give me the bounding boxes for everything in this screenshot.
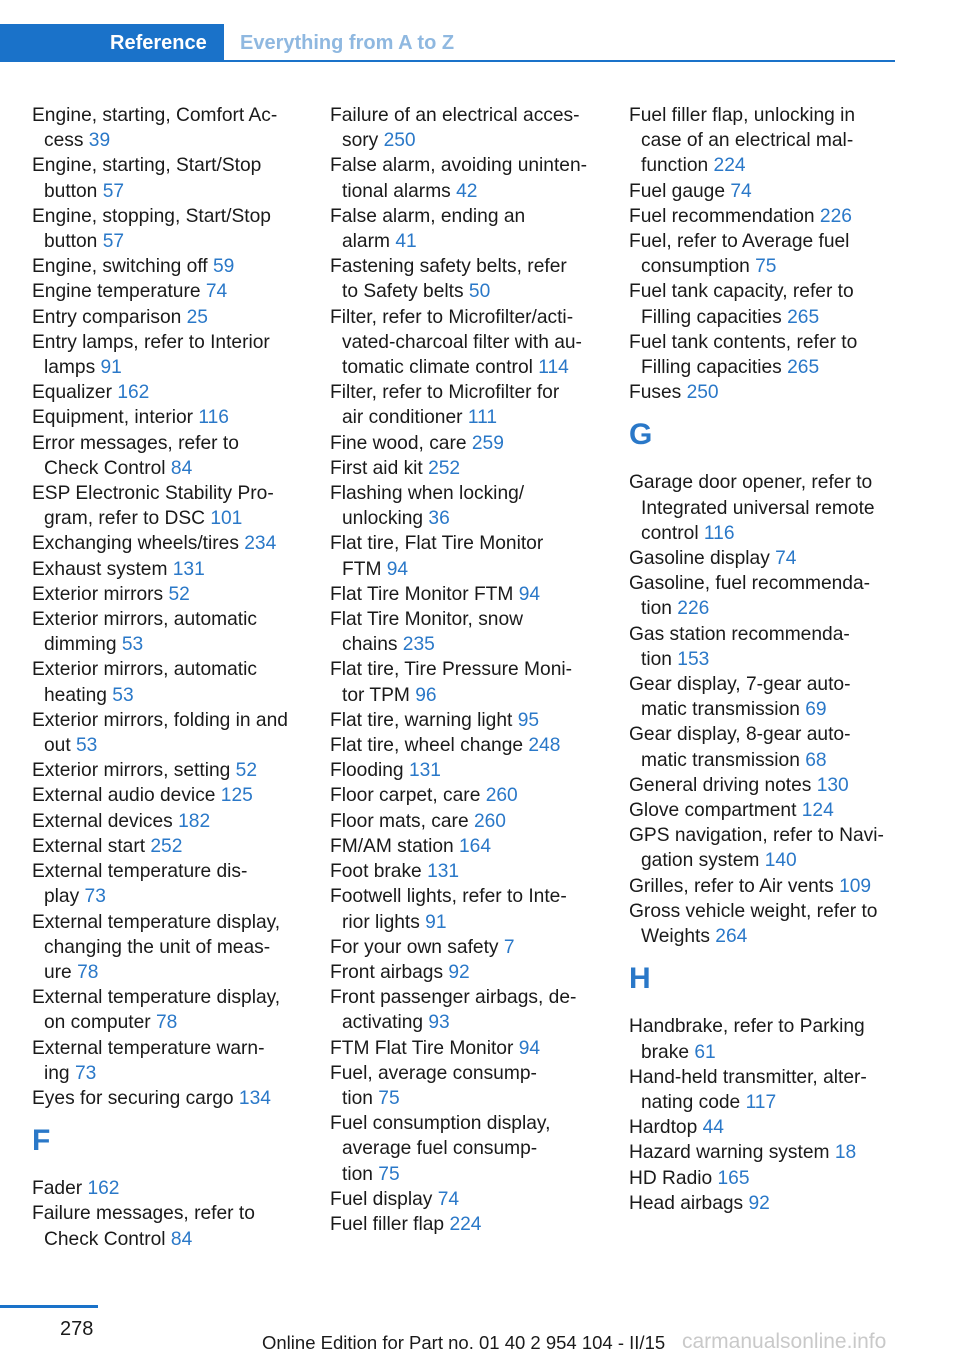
page-reference-link[interactable]: 94 xyxy=(518,583,541,605)
index-entry: First aid kit 252 xyxy=(330,457,461,479)
index-entry: Exterior mirrors 52 xyxy=(32,583,190,605)
page-reference-link[interactable]: 39 xyxy=(88,130,111,152)
index-entry: Floor carpet, care 260 xyxy=(330,785,518,807)
index-entry: Fuel tank contents, refer to Filling capacities 265 xyxy=(629,331,858,379)
index-entry: Flooding 131 xyxy=(330,760,441,782)
index-entry: Footwell lights, refer to Inte- rior lights 91 xyxy=(330,886,567,933)
index-entry: Fine wood, care 259 xyxy=(330,432,504,454)
index-entry: Fuel, refer to Average fuel consumption 75 xyxy=(629,231,850,278)
page-reference-link[interactable]: 96 xyxy=(415,684,437,706)
page-reference-link[interactable]: 91 xyxy=(425,911,447,933)
page-reference-link[interactable]: 125 xyxy=(220,785,253,807)
page-reference-link[interactable]: 94 xyxy=(386,558,409,580)
index-entry: External devices 182 xyxy=(32,810,211,832)
index-entry: Filter, refer to Microfilter/acti- vated-charcoal filter with au- tomatic climate control 114 xyxy=(330,306,582,379)
page-reference-link[interactable]: 182 xyxy=(178,810,211,832)
page-reference-link[interactable]: 68 xyxy=(805,749,827,771)
section-tab-label: Reference xyxy=(110,32,207,54)
index-entry: Fuel filler flap, unlocking in case of an electrical mal- function 224 xyxy=(629,105,856,177)
page-reference-link[interactable]: 75 xyxy=(755,256,777,278)
page-reference-link[interactable]: 18 xyxy=(834,1142,857,1164)
page-reference-link[interactable]: 153 xyxy=(677,648,710,670)
page-reference-link[interactable]: 259 xyxy=(471,432,504,454)
page-reference-link[interactable]: 53 xyxy=(112,684,134,706)
index-column-3 xyxy=(629,103,897,1216)
page-reference-link[interactable]: 74 xyxy=(205,281,228,303)
page-reference-link[interactable]: 116 xyxy=(198,407,229,429)
index-entry: Hazard warning system 18 xyxy=(629,1142,857,1164)
page-reference-link[interactable]: 111 xyxy=(467,407,498,429)
index-entry: Filter, refer to Microfilter for air conditioner 111 xyxy=(330,382,560,429)
index-entry: Exhaust system 131 xyxy=(32,558,205,580)
index-entry: Gear display, 8-gear auto- matic transmission 68 xyxy=(629,724,851,771)
index-entry: Gasoline, fuel recommenda- tion 226 xyxy=(629,573,871,620)
page-reference-link[interactable]: 41 xyxy=(395,231,417,253)
page-reference-link[interactable]: 42 xyxy=(456,180,478,202)
page-reference-link[interactable]: 25 xyxy=(186,306,208,328)
page-reference-link[interactable]: 73 xyxy=(84,886,106,908)
running-header xyxy=(0,24,895,62)
page-reference-link[interactable]: 140 xyxy=(764,850,797,872)
page-reference-link[interactable]: 95 xyxy=(517,709,540,731)
page-reference-link[interactable]: 78 xyxy=(156,1012,178,1034)
page-reference-link[interactable]: 224 xyxy=(449,1213,482,1235)
page-reference-link[interactable]: 224 xyxy=(713,155,746,177)
page-reference-link[interactable]: 101 xyxy=(210,508,243,530)
page-reference-link[interactable]: 36 xyxy=(428,508,450,530)
page-reference-link[interactable]: 116 xyxy=(703,522,735,544)
index-entry: Failure of an electrical acces- sory 250 xyxy=(330,105,580,152)
index-entry: Front airbags 92 xyxy=(330,961,470,983)
index-entry: Gas station recommenda- tion 153 xyxy=(629,623,850,670)
index-entry: Gear display, 7-gear auto- matic transmission 69 xyxy=(629,674,851,721)
page-reference-link[interactable]: 250 xyxy=(383,130,416,152)
index-entry: ESP Electronic Stability Pro- gram, refer to DSC 101 xyxy=(32,483,274,530)
index-entry: Flashing when locking/ unlocking 36 xyxy=(330,483,525,530)
index-entry: Flat tire, wheel change 248 xyxy=(330,735,561,757)
page-reference-link[interactable]: 260 xyxy=(473,810,506,832)
index-entry: Exterior mirrors, setting 52 xyxy=(32,760,257,782)
page-reference-link[interactable]: 248 xyxy=(528,735,561,757)
index-entry: Flat Tire Monitor FTM 94 xyxy=(330,583,541,605)
index-entry: Glove compartment 124 xyxy=(629,800,834,822)
index-entry: Flat tire, warning light 95 xyxy=(330,709,540,731)
page-reference-link[interactable]: 84 xyxy=(170,457,193,479)
page-reference-link[interactable]: 265 xyxy=(787,357,820,379)
page-reference-link[interactable]: 124 xyxy=(801,800,834,822)
page-reference-link[interactable]: 162 xyxy=(87,1178,120,1200)
page-number: 278 xyxy=(60,1318,94,1340)
index-entry: Entry lamps, refer to Interior lamps 91 xyxy=(32,331,270,379)
index-entry: Exterior mirrors, folding in and out 53 xyxy=(32,709,288,757)
index-entry: Flat tire, Flat Tire Monitor FTM 94 xyxy=(330,533,544,580)
index-entry: Fader 162 xyxy=(32,1178,120,1200)
index-letter-heading: H xyxy=(629,962,651,996)
page-reference-link[interactable]: 52 xyxy=(235,760,257,782)
page-reference-link[interactable]: 91 xyxy=(100,357,122,379)
index-entry: Engine, starting, Comfort Ac- cess 39 xyxy=(32,105,278,152)
page-reference-link[interactable]: 69 xyxy=(805,699,827,721)
page-reference-link[interactable]: 131 xyxy=(408,760,441,782)
index-entry: Fuel, average consump- tion 75 xyxy=(330,1062,537,1109)
watermark: carmanualsonline.info xyxy=(682,1330,887,1353)
index-entry: Engine temperature 74 xyxy=(32,281,228,303)
index-entry: Fastening safety belts, refer to Safety belts 50 xyxy=(330,256,567,303)
index-entry: For your own safety 7 xyxy=(330,936,515,958)
page-reference-link[interactable]: 252 xyxy=(150,835,183,857)
index-entry: External temperature display, on computer 78 xyxy=(32,987,281,1034)
index-entry: External start 252 xyxy=(32,835,183,857)
index-entry: FM/AM station 164 xyxy=(330,835,492,857)
index-entry: Exterior mirrors, automatic dimming 53 xyxy=(32,609,257,656)
index-letter-heading: G xyxy=(629,418,653,452)
page-reference-link[interactable]: 78 xyxy=(77,961,99,983)
index-entry: External temperature display, changing the unit of meas- ure 78 xyxy=(32,911,281,983)
page-reference-link[interactable]: 53 xyxy=(121,634,144,656)
page-reference-link[interactable]: 264 xyxy=(715,926,748,948)
page-reference-link[interactable]: 165 xyxy=(717,1167,750,1189)
header-rule xyxy=(224,60,895,62)
index-entry: Equalizer 162 xyxy=(32,382,150,404)
index-entry: Hardtop 44 xyxy=(629,1117,724,1139)
index-entry: Foot brake 131 xyxy=(330,861,460,883)
page-reference-link[interactable]: 44 xyxy=(702,1117,724,1139)
page-reference-link[interactable]: 75 xyxy=(378,1087,400,1109)
page-reference-link[interactable]: 59 xyxy=(212,256,235,278)
index-entry: Flat Tire Monitor, snow chains 235 xyxy=(330,609,524,656)
edition-note: Online Edition for Part no. 01 40 2 954 104 - II/15 xyxy=(262,1332,666,1353)
index-entry: Fuel tank capacity, refer to Filling capacities 265 xyxy=(629,281,854,328)
index-entry: Entry comparison 25 xyxy=(32,306,208,328)
index-entry: Handbrake, refer to Parking brake 61 xyxy=(629,1016,865,1063)
index-entry: Exterior mirrors, automatic heating 53 xyxy=(32,659,257,706)
page-reference-link[interactable]: 130 xyxy=(816,774,849,796)
page-reference-link[interactable]: 94 xyxy=(518,1037,541,1059)
index-column-2 xyxy=(330,103,605,1237)
index-entry: Gross vehicle weight, refer to Weights 264 xyxy=(629,900,878,948)
page-reference-link[interactable]: 250 xyxy=(686,382,719,404)
page-reference-link[interactable]: 74 xyxy=(730,180,752,202)
page-reference-link[interactable]: 260 xyxy=(485,785,518,807)
section-tab xyxy=(0,24,224,62)
page-reference-link[interactable]: 53 xyxy=(76,735,98,757)
index-entry: Engine, starting, Start/Stop button 57 xyxy=(32,155,262,202)
index-entry: Fuel consumption display, average fuel consump- tion 75 xyxy=(330,1113,551,1185)
page-reference-link[interactable]: 93 xyxy=(428,1012,450,1034)
index-entry: Fuel recommendation 226 xyxy=(629,205,852,227)
index-letter-heading: F xyxy=(32,1124,51,1158)
page-reference-link[interactable]: 92 xyxy=(748,1192,770,1214)
index-entry: Floor mats, care 260 xyxy=(330,810,506,832)
index-entry: General driving notes 130 xyxy=(629,774,849,796)
page-reference-link[interactable]: 131 xyxy=(427,861,460,883)
index-entry: Fuel filler flap 224 xyxy=(330,1213,482,1235)
subsection-title: Everything from A to Z xyxy=(240,32,455,54)
page-reference-link[interactable]: 109 xyxy=(839,875,872,897)
page-reference-link[interactable]: 226 xyxy=(819,205,852,227)
page-reference-link[interactable]: 226 xyxy=(677,598,710,620)
page-reference-link[interactable]: 84 xyxy=(170,1228,193,1250)
page-reference-link[interactable]: 52 xyxy=(168,583,190,605)
page-reference-link[interactable]: 252 xyxy=(428,457,461,479)
page-reference-link[interactable]: 234 xyxy=(244,533,277,555)
index-entry: Equipment, interior 116 xyxy=(32,407,229,429)
index-entry: External audio device 125 xyxy=(32,785,253,807)
page-reference-link[interactable]: 7 xyxy=(503,936,515,958)
index-entry: Failure messages, refer to Check Control 84 xyxy=(32,1203,255,1250)
index-entry: FTM Flat Tire Monitor 94 xyxy=(330,1037,541,1059)
page-reference-link[interactable]: 73 xyxy=(74,1062,97,1084)
page-reference-link[interactable]: 57 xyxy=(102,180,125,202)
page-reference-link[interactable]: 131 xyxy=(172,558,205,580)
index-entry: External temperature warn- ing 73 xyxy=(32,1037,265,1084)
page-reference-link[interactable]: 265 xyxy=(787,306,820,328)
index-entry: External temperature dis- play 73 xyxy=(32,861,248,908)
index-entry: False alarm, avoiding uninten- tional alarms 42 xyxy=(330,155,588,202)
index-entry: Error messages, refer to Check Control 84 xyxy=(32,432,239,479)
index-entry: False alarm, ending an alarm 41 xyxy=(330,205,526,253)
index-entry: Engine, stopping, Start/Stop button 57 xyxy=(32,205,271,253)
page-reference-link[interactable]: 92 xyxy=(448,961,470,983)
page-reference-link[interactable]: 61 xyxy=(694,1041,716,1063)
index-column-1 xyxy=(32,103,307,1252)
index-entry: Engine, switching off 59 xyxy=(32,256,235,278)
page-reference-link[interactable]: 50 xyxy=(468,281,491,303)
index-entry: Eyes for securing cargo 134 xyxy=(32,1087,271,1109)
footer-rule xyxy=(0,1305,98,1308)
index-entry: Hand-held transmitter, alter- nating code 117 xyxy=(629,1066,867,1113)
page-reference-link[interactable]: 164 xyxy=(459,835,492,857)
index-entry: GPS navigation, refer to Navi- gation system 140 xyxy=(629,825,884,872)
index-entry: Flat tire, Tire Pressure Moni- tor TPM 96 xyxy=(330,659,573,706)
index-entry: Head airbags 92 xyxy=(629,1192,770,1214)
page-reference-link[interactable]: 74 xyxy=(437,1188,460,1210)
index-entry: HD Radio 165 xyxy=(629,1167,750,1189)
page-reference-link[interactable]: 74 xyxy=(775,548,797,570)
index-entry: Gasoline display 74 xyxy=(629,548,797,570)
index-entry: Garage door opener, refer to Integrated universal remote control 116 xyxy=(629,472,875,544)
index-entry: Fuses 250 xyxy=(629,382,719,404)
index-entry: Fuel display 74 xyxy=(330,1188,460,1210)
page-reference-link[interactable]: 162 xyxy=(117,382,150,404)
page-reference-link[interactable]: 134 xyxy=(238,1087,271,1109)
index-entry: Front passenger airbags, de- activating 93 xyxy=(330,987,577,1034)
page-reference-link[interactable]: 235 xyxy=(402,634,435,656)
page-reference-link[interactable]: 75 xyxy=(378,1163,400,1185)
page-reference-link[interactable]: 117 xyxy=(745,1091,777,1113)
index-entry: Fuel gauge 74 xyxy=(629,180,752,202)
index-entry: Grilles, refer to Air vents 109 xyxy=(629,875,872,897)
index-entry: Exchanging wheels/tires 234 xyxy=(32,533,277,555)
page-reference-link[interactable]: 57 xyxy=(102,231,125,253)
page-reference-link[interactable]: 114 xyxy=(538,357,569,379)
